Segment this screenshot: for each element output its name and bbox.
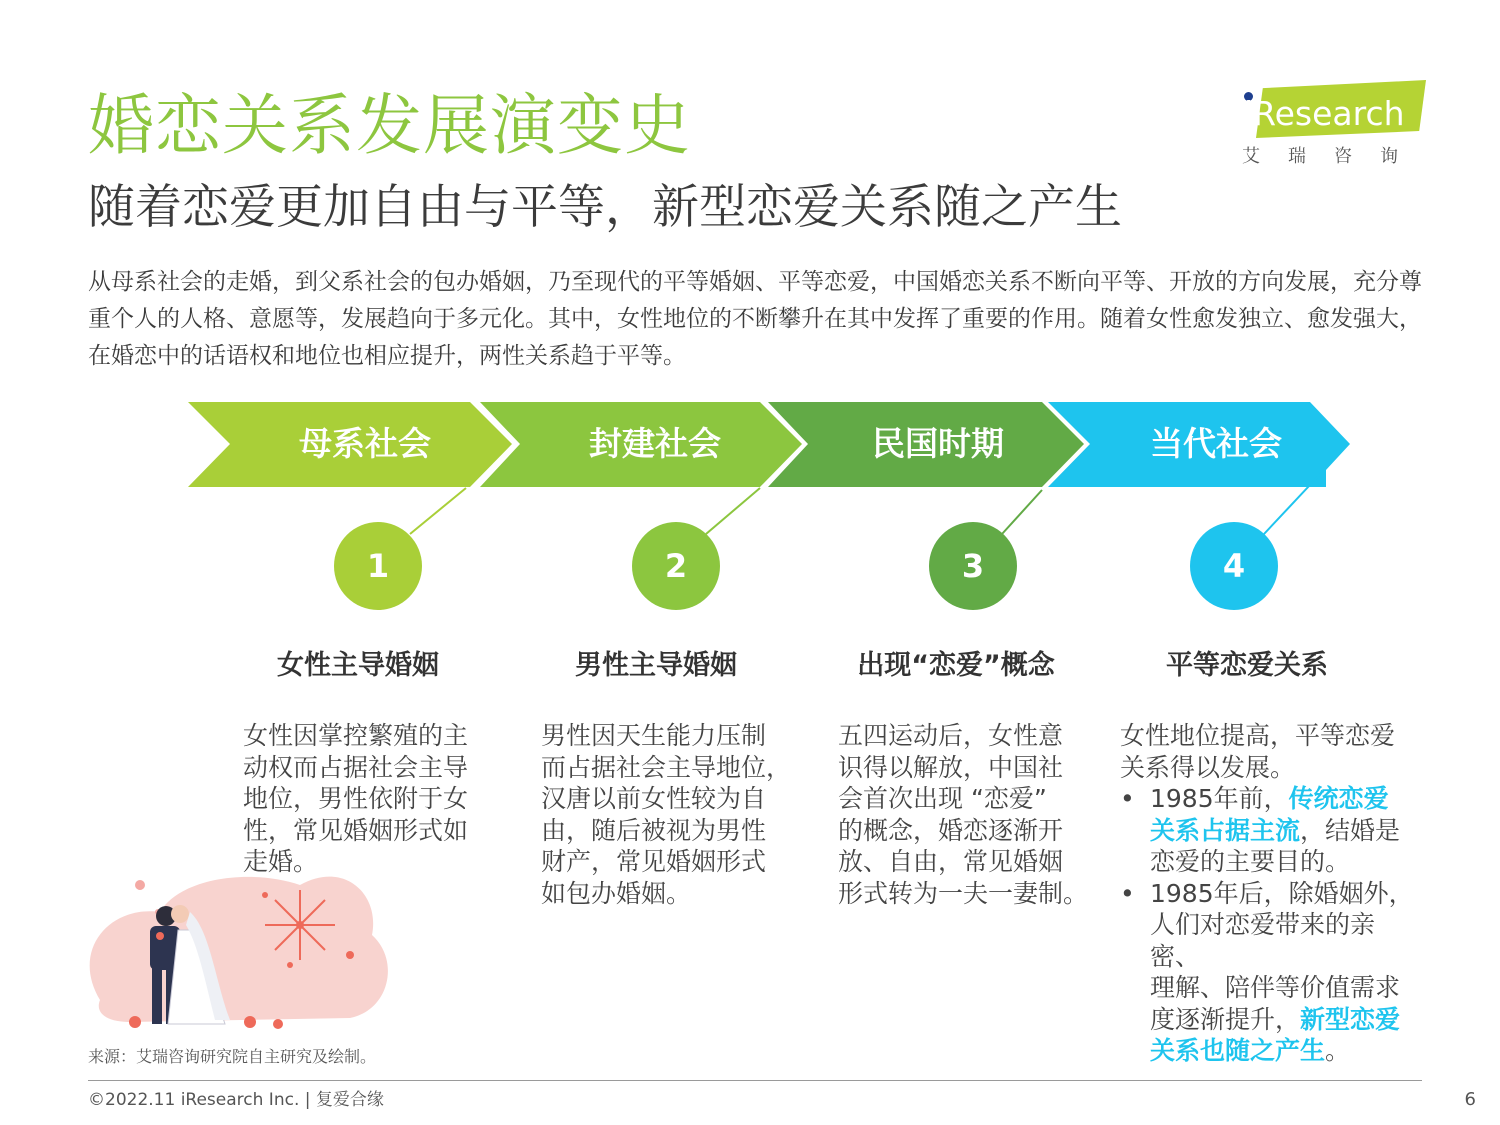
stage-3-line: 形式转为一夫一妻制。 bbox=[838, 878, 1089, 908]
stage-1-number-badge: 1 bbox=[334, 522, 422, 610]
stage-1-line: 动权而占据社会主导 bbox=[243, 752, 469, 782]
logo-brand-cn: 艾瑞咨询 bbox=[1242, 146, 1426, 167]
stage-2-line: 汉唐以前女性较为自 bbox=[541, 784, 767, 813]
stage-1-line: 女性因掌控繁殖的主 bbox=[243, 721, 469, 750]
stage-4-bullet-1 bbox=[1120, 783, 1420, 878]
bullet-1-suffix: ，结婚是 bbox=[1300, 815, 1401, 845]
bullet-2-suffix: 。 bbox=[1325, 1036, 1351, 1065]
stage-2-era-label: 封建社会 bbox=[589, 424, 721, 463]
bullet-2-prefix: 度逐渐提升， bbox=[1150, 1004, 1301, 1034]
stage-1-line: 性，常见婚姻形式如 bbox=[243, 815, 469, 845]
stage-3-line: 五四运动后，女性意 bbox=[838, 721, 1064, 750]
stage-3-description bbox=[838, 720, 1098, 909]
page-number: 6 bbox=[1464, 1089, 1476, 1110]
page-title: 婚恋关系发展演变史 bbox=[88, 87, 691, 164]
bullet-1-highlight: 关系占据主流 bbox=[1150, 815, 1301, 845]
wedding-illustration bbox=[90, 877, 388, 1029]
stage-4-number-badge: 4 bbox=[1190, 522, 1278, 610]
connector-line-2 bbox=[706, 488, 760, 534]
page-subtitle: 随着恋爱更加自由与平等，新型恋爱关系随之产生 bbox=[88, 180, 1122, 235]
stage-3-heading: 出现“恋爱”概念 bbox=[857, 650, 1055, 681]
stage-2-line: 财产，常见婚姻形式 bbox=[541, 847, 767, 876]
footer-divider bbox=[88, 1080, 1422, 1081]
source-note: 来源：艾瑞咨询研究院自主研究及绘制。 bbox=[88, 1047, 377, 1066]
stage-3-line: 识得以解放，中国社 bbox=[838, 752, 1064, 782]
stage-3-line: 会首次出现 “恋爱” bbox=[838, 784, 1047, 813]
logo-brand-text: iResearch bbox=[1244, 94, 1405, 133]
stage-2-number-badge: 2 bbox=[632, 522, 720, 610]
bullet-1-prefix: 1985年前， bbox=[1150, 784, 1289, 813]
stage-3-line: 的概念，婚恋逐渐开 bbox=[838, 815, 1064, 845]
stage-3-number-badge: 3 bbox=[929, 522, 1017, 610]
stage-2-line: 由，随后被视为男性 bbox=[541, 815, 767, 845]
bullet-2-line: 理解、陪伴等价值需求 bbox=[1150, 973, 1401, 1002]
bullet-2-highlight: 关系也随之产生 bbox=[1150, 1036, 1326, 1065]
bullet-2-line: 人们对恋爱带来的亲密、 bbox=[1150, 910, 1376, 971]
stage-4-era-label: 当代社会 bbox=[1150, 424, 1282, 463]
bullet-dot-icon: • bbox=[1120, 784, 1135, 813]
stage-2-description bbox=[541, 720, 801, 909]
stage-4-heading: 平等恋爱关系 bbox=[1166, 650, 1328, 681]
stage-3-era-label: 民国时期 bbox=[872, 424, 1004, 463]
stage-4-line: 女性地位提高，平等恋爱 bbox=[1120, 721, 1396, 750]
stage-1-heading: 女性主导婚姻 bbox=[277, 650, 439, 681]
copyright-text: ©2022.11 iResearch Inc. | 复爱合缘 bbox=[88, 1090, 384, 1110]
bullet-dot-icon: • bbox=[1120, 878, 1135, 908]
stage-1-line: 走婚。 bbox=[243, 847, 319, 876]
bullet-2-line: 1985年后，除婚姻外， bbox=[1150, 878, 1414, 908]
bullet-1-line: 恋爱的主要目的。 bbox=[1150, 847, 1351, 876]
intro-paragraph: 从母系社会的走婚，到父系社会的包办婚姻，乃至现代的平等婚姻、平等恋爱，中国婚恋关系不断向平等、开放的方向发展，充分尊重个人的人格、意愿等，发展趋向于多元化。其中，女性地位的不断攀升在其中发挥了重要的作用。随着女性愈发独立、愈发强大，在婚恋中的话语权和地位也相应提升，两性关系趋于平等。 bbox=[88, 269, 1422, 369]
connector-line-3 bbox=[1002, 490, 1042, 534]
stage-4-description bbox=[1120, 720, 1420, 1067]
stage-1-era-label: 母系社会 bbox=[299, 424, 431, 463]
stage-1-description bbox=[243, 720, 493, 878]
connector-line-1 bbox=[410, 488, 466, 534]
stage-3-line: 放、自由，常见婚姻 bbox=[838, 847, 1064, 876]
stage-2-line: 男性因天生能力压制 bbox=[541, 721, 767, 750]
stage-4-line: 关系得以发展。 bbox=[1120, 752, 1296, 782]
stage-2-line: 而占据社会主导地位， bbox=[541, 752, 792, 782]
stage-2-heading: 男性主导婚姻 bbox=[575, 650, 737, 681]
bullet-2-highlight: 新型恋爱 bbox=[1300, 1004, 1401, 1034]
stage-2-line: 如包办婚姻。 bbox=[541, 878, 692, 908]
stage-1-line: 地位，男性依附于女 bbox=[243, 784, 469, 813]
stage-4-bullet-2 bbox=[1120, 878, 1420, 1067]
bullet-1-highlight: 传统恋爱 bbox=[1288, 784, 1389, 813]
